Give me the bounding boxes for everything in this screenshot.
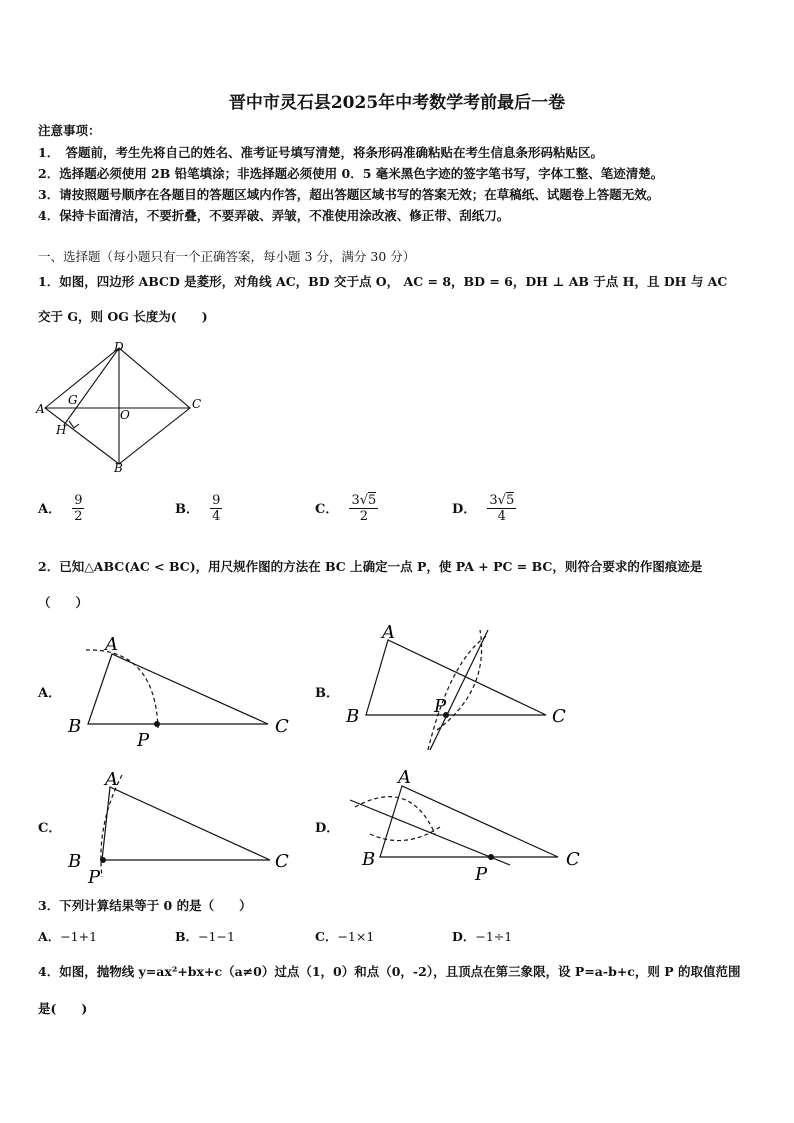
q3-option-c: C．−1×1 (315, 929, 375, 944)
q2-option-b-label: B． (315, 686, 339, 701)
q2-option-c-label: C． (38, 821, 62, 836)
q2a-label-A: A (105, 634, 118, 655)
q2b-label-B: B (346, 706, 360, 727)
label-O: O (120, 408, 130, 422)
q2-figure-c (60, 765, 300, 890)
label-D: D (114, 340, 124, 354)
q2d-label-P: P (475, 864, 488, 885)
label-B: B (114, 461, 123, 475)
q2-option-a-label: A． (38, 686, 62, 701)
q3-option-b: B．−1−1 (175, 929, 235, 944)
q3-option-d: D．−1÷1 (452, 929, 513, 944)
q1-option-d: D． $\frac{3√5}{4}$ (452, 493, 515, 524)
q2-line2: （ ） (38, 595, 89, 610)
q2d-label-B: B (362, 849, 376, 870)
notice-item-4: 4．保持卡面清洁，不要折叠，不要弄破、弄皱，不准使用涂改液、修正带、刮纸刀。 (38, 208, 510, 223)
q2a-label-B: B (68, 716, 82, 737)
q2-option-d-label: D． (315, 821, 340, 836)
q2d-label-C: C (566, 849, 580, 870)
q1-option-b: B． $\frac{9}{4}$ (175, 493, 221, 524)
q2-figure-b (340, 620, 590, 755)
notice-heading: 注意事项： (38, 123, 101, 138)
label-C: C (192, 397, 202, 411)
q1-option-a: A． $\frac{9}{2}$ (38, 493, 83, 524)
label-A: A (36, 402, 45, 416)
q2b-label-C: C (552, 706, 566, 727)
q2a-label-P: P (137, 730, 150, 751)
rhombus-figure (34, 336, 214, 476)
q3-option-a: A．−1+1 (38, 929, 98, 944)
page-title: 晋中市灵石县2025年中考数学考前最后一卷 (228, 93, 566, 113)
q4-line2: 是( ) (38, 1001, 88, 1016)
notice-item-2: 2．选择题必须使用 2B 铅笔填涂；非选择题必须使用 0．5 毫米黑色字迹的签字笔书写，字体工整、笔迹清楚。 (38, 166, 664, 181)
q2b-label-A: A (382, 622, 395, 643)
notice-item-1: 1． 答题前，考生先将自己的姓名、准考证号填写清楚，将条形码准确粘贴在考生信息条形码粘贴区。 (38, 145, 603, 160)
q3-text: 3．下列计算结果等于 0 的是（ ） (38, 898, 252, 913)
q2c-label-C: C (275, 851, 289, 872)
q1-option-c: C． $\frac{3√5}{2}$ (315, 493, 377, 524)
q2-figure-d (340, 762, 590, 887)
q4-line1: 4．如图，抛物线 y=ax²+bx+c（a≠0）过点（1，0）和点（0，-2），且顶点在第三象限，设 P=a-b+c，则 P 的取值范围 (38, 964, 741, 979)
notice-item-3: 3．请按照题号顺序在各题目的答题区域内作答，超出答题区域书写的答案无效；在草稿纸、试题卷上答题无效。 (38, 187, 660, 202)
q2c-label-P: P (88, 867, 101, 888)
q2b-label-P: P (434, 696, 447, 717)
q2a-label-C: C (275, 716, 289, 737)
q1-line2: 交于 G，则 OG 长度为( ) (38, 309, 208, 324)
q2c-label-B: B (68, 851, 82, 872)
q2-figure-a (60, 628, 300, 753)
q2d-label-A: A (398, 767, 411, 788)
q2-line1: 2．已知△ABC(AC < BC)，用尺规作图的方法在 BC 上确定一点 P，使 PA + PC = BC，则符合要求的作图痕迹是 (38, 559, 703, 574)
q2c-label-A: A (105, 769, 118, 790)
q1-line1: 1．如图，四边形 ABCD 是菱形，对角线 AC，BD 交于点 O， AC = 8，BD = 6，DH ⊥ AB 于点 H，且 DH 与 AC (38, 274, 728, 289)
label-H: H (56, 423, 67, 437)
label-G: G (68, 393, 78, 407)
section-heading: 一、选择题（每小题只有一个正确答案，每小题 3 分，满分 30 分） (38, 249, 416, 264)
